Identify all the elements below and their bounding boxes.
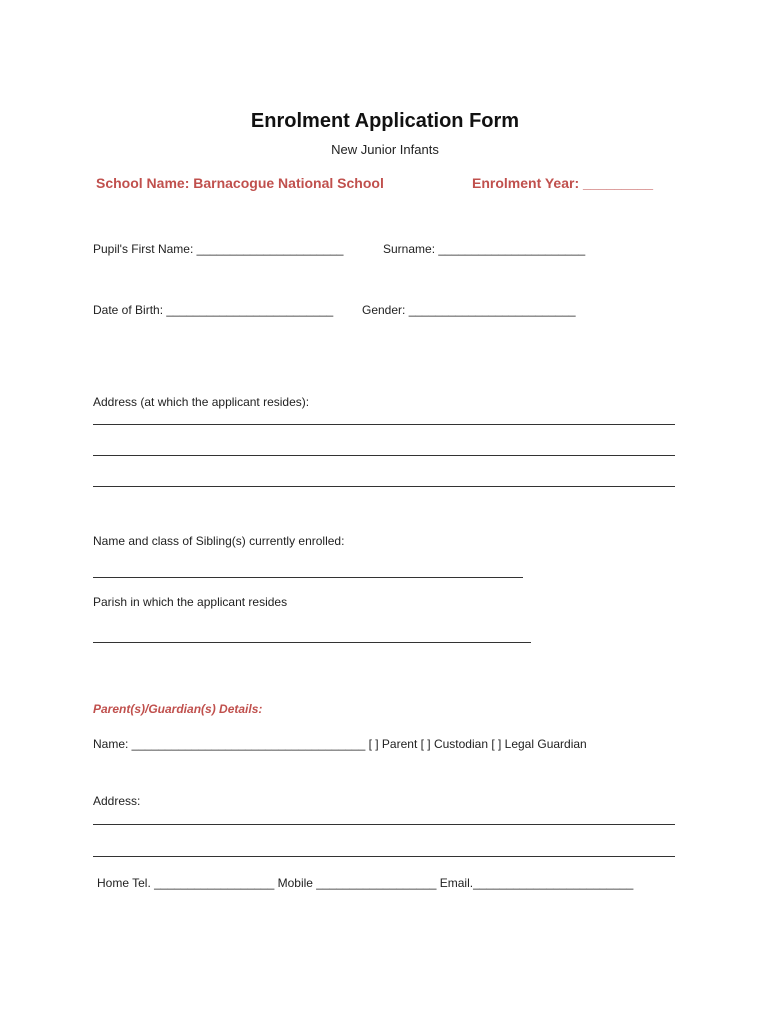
school-name: School Name: Barnacogue National School bbox=[96, 175, 384, 191]
surname-field[interactable]: Surname: ______________________ bbox=[383, 242, 586, 256]
enrolment-year-field[interactable]: Enrolment Year: _________ bbox=[472, 175, 654, 191]
guardian-address-label: Address: bbox=[93, 794, 141, 808]
sibling-label: Name and class of Sibling(s) currently enrolled: bbox=[93, 534, 345, 548]
guardian-name-row[interactable]: Name: ___________________________________ [ ] Parent [ ] Custodian [ ] Legal Guardian bbox=[93, 737, 587, 751]
guardian-address-line-1[interactable] bbox=[93, 824, 675, 825]
page-subtitle: New Junior Infants bbox=[331, 142, 439, 157]
address-line-3[interactable] bbox=[93, 486, 675, 487]
contact-row[interactable]: Home Tel. __________________ Mobile __________________ Email.________________________ bbox=[97, 876, 634, 890]
address-label: Address (at which the applicant resides): bbox=[93, 395, 310, 409]
first-name-field[interactable]: Pupil's First Name: ______________________ bbox=[93, 242, 344, 256]
address-line-1[interactable] bbox=[93, 424, 675, 425]
guardian-address-line-2[interactable] bbox=[93, 856, 675, 857]
guardian-section-title: Parent(s)/Guardian(s) Details: bbox=[93, 702, 263, 716]
sibling-line[interactable] bbox=[93, 577, 523, 578]
parish-label: Parish in which the applicant resides bbox=[93, 595, 288, 609]
address-line-2[interactable] bbox=[93, 455, 675, 456]
gender-field[interactable]: Gender: _________________________ bbox=[362, 303, 576, 317]
parish-line[interactable] bbox=[93, 642, 531, 643]
date-of-birth-field[interactable]: Date of Birth: _________________________ bbox=[93, 303, 334, 317]
page-title: Enrolment Application Form bbox=[250, 110, 520, 132]
